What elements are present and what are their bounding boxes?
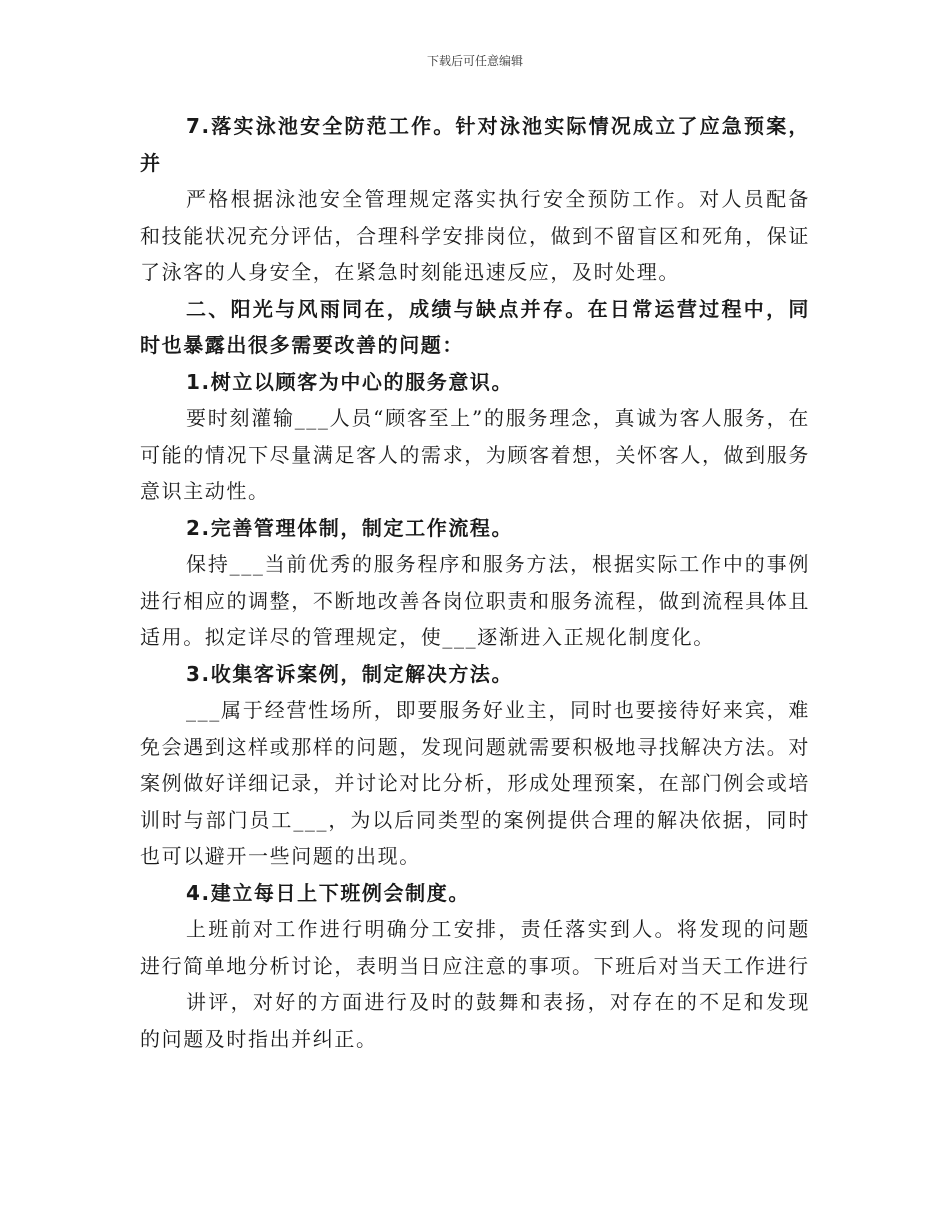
paragraph-pool-safety-body: 严格根据泳池安全管理规定落实执行安全预防工作。对人员配备和技能状况充分评估，合理科学安排岗位，做到不留盲区和死角，保证了泳客的人身安全，在紧急时刻能迅速反应，及时处理。: [140, 187, 810, 284]
paragraph-complaint-cases-body: ___属于经营性场所，即要服务好业主，同时也要接待好来宾，难免会遇到这样或那样的问题，发现问题就需要积极地寻找解决方法。对案例做好详细记录，并讨论对比分析，形成处理预案，在部门例会或培训时与部门员工___，为以后同类型的案例提供合理的解决依据，同时也可以避开一些问题的出现。: [140, 698, 810, 868]
heading-management-system: 2.完善管理体制，制定工作流程。: [186, 515, 514, 540]
paragraph-customer-service-body: 要时刻灌输___人员“顾客至上”的服务理念，真诚为客人服务，在可能的情况下尽量满足客人的需求，为顾客着想，关怀客人，做到服务意识主动性。: [140, 406, 810, 503]
heading-customer-service: 1.树立以顾客为中心的服务意识。: [186, 369, 514, 394]
paragraph-management-system-body: 保持___当前优秀的服务程序和服务方法，根据实际工作中的事例进行相应的调整，不断地改善各岗位职责和服务流程，做到流程具体且适用。拟定详尽的管理规定，使___逐渐进入正规化制度化。: [140, 552, 810, 649]
document-body: [140, 108, 810, 1057]
heading-section-two: 二、阳光与风雨同在，成绩与缺点并存。在日常运营过程中，同时也暴露出很多需要改善的问题：: [140, 296, 810, 357]
heading-pool-safety: 7.落实泳池安全防范工作。针对泳池实际情况成立了应急预案，并: [140, 114, 810, 175]
heading-complaint-cases: 3.收集客诉案例，制定解决方法。: [186, 661, 514, 686]
heading-daily-meeting: 4.建立每日上下班例会制度。: [186, 880, 470, 905]
paragraph-daily-meeting-body: 上班前对工作进行明确分工安排，责任落实到人。将发现的问题进行简单地分析讨论，表明当日应注意的事项。下班后对当天工作进行: [140, 917, 810, 978]
paragraph-daily-meeting-review: 讲评，对好的方面进行及时的鼓舞和表扬，对存在的不足和发现的问题及时指出并纠正。: [140, 990, 810, 1051]
page-header-note: 下载后可任意编辑: [426, 54, 523, 68]
